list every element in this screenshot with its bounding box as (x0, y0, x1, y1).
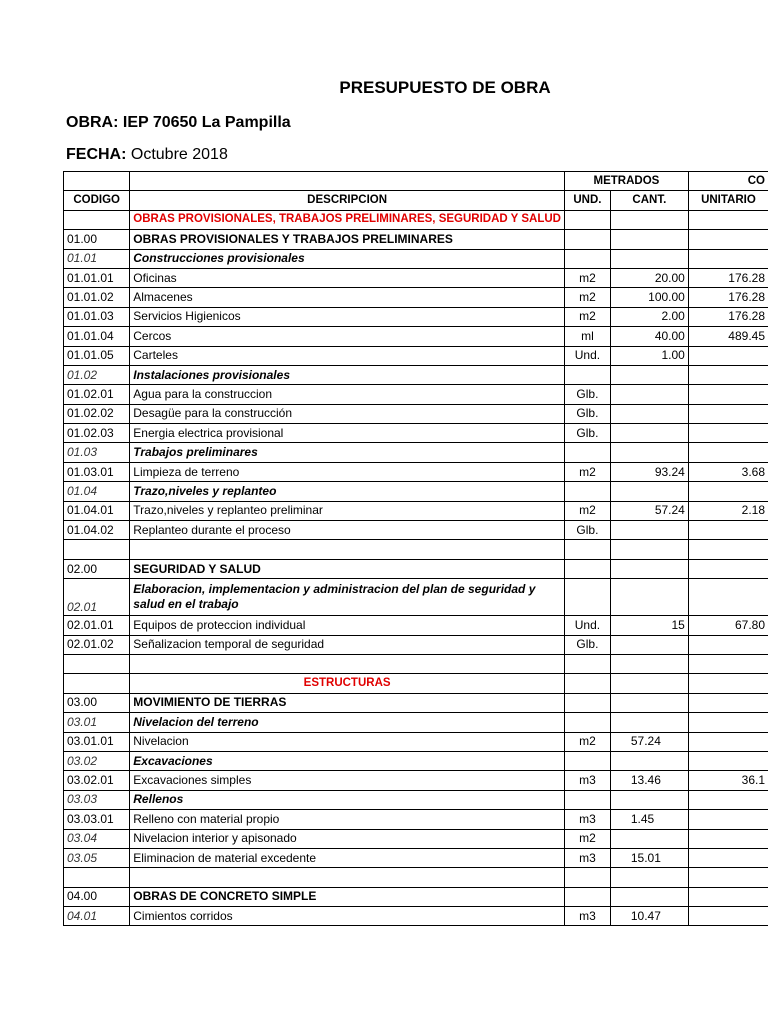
table-row (64, 848, 768, 867)
row-unit-price (688, 559, 768, 578)
row-description: Trazo,niveles y replanteo (130, 482, 565, 501)
row-unit (564, 559, 610, 578)
row-unit: m2 (564, 501, 610, 520)
row-quantity (610, 635, 688, 654)
table-row (64, 790, 768, 809)
header-costo: CO (688, 172, 768, 191)
row-quantity (610, 404, 688, 423)
row-unit-price (688, 810, 768, 829)
row-unit: ml (564, 327, 610, 346)
header-row-2 (64, 191, 768, 210)
row-unit-price (688, 365, 768, 384)
table-row (64, 307, 768, 326)
table-row (64, 268, 768, 287)
row-code: 04.01 (64, 907, 130, 926)
row-unit (564, 230, 610, 249)
row-description: Relleno con material propio (130, 810, 565, 829)
row-quantity (610, 713, 688, 732)
row-description: Cimientos corridos (130, 907, 565, 926)
row-unit-price (688, 693, 768, 712)
row-quantity (610, 210, 688, 229)
row-unit: m2 (564, 462, 610, 481)
row-unit-price: 67.80 (688, 616, 768, 635)
row-quantity: 1.00 (610, 346, 688, 365)
table-row (64, 907, 768, 926)
row-unit (564, 540, 610, 559)
row-description: MOVIMIENTO DE TIERRAS (130, 693, 565, 712)
header-descripcion: DESCRIPCION (130, 191, 565, 210)
row-unit (564, 693, 610, 712)
row-description: Almacenes (130, 288, 565, 307)
row-description (130, 654, 565, 673)
row-unit (564, 210, 610, 229)
row-unit-price (688, 887, 768, 906)
row-description: Servicios Higienicos (130, 307, 565, 326)
row-unit: m2 (564, 307, 610, 326)
row-description: SEGURIDAD Y SALUD (130, 559, 565, 578)
row-code: 03.05 (64, 848, 130, 867)
row-unit: m3 (564, 907, 610, 926)
row-unit (564, 887, 610, 906)
row-description: Eliminacion de material excedente (130, 848, 565, 867)
row-description: Energia electrica provisional (130, 424, 565, 443)
header-row-1 (64, 172, 768, 191)
row-description: Trazo,niveles y replanteo preliminar (130, 501, 565, 520)
page-title: PRESUPUESTO DE OBRA (339, 78, 551, 97)
row-unit-price: 2.18 (688, 501, 768, 520)
row-description: OBRAS PROVISIONALES, TRABAJOS PRELIMINARES, SEGURIDAD Y SALUD (130, 210, 565, 229)
row-quantity (610, 249, 688, 268)
table-row (64, 616, 768, 635)
table-row (64, 810, 768, 829)
row-description: Instalaciones provisionales (130, 365, 565, 384)
table-row (64, 501, 768, 520)
row-code: 03.00 (64, 693, 130, 712)
row-unit: m2 (564, 732, 610, 751)
spacer-row (64, 654, 768, 673)
row-quantity (610, 521, 688, 540)
row-quantity: 15 (610, 616, 688, 635)
row-quantity (610, 365, 688, 384)
table-row (64, 482, 768, 501)
row-quantity: 100.00 (610, 288, 688, 307)
row-code: 01.04 (64, 482, 130, 501)
table-row (64, 365, 768, 384)
spacer-row (64, 868, 768, 887)
row-unit: m3 (564, 771, 610, 790)
row-description: Señalizacion temporal de seguridad (130, 635, 565, 654)
row-unit-price (688, 404, 768, 423)
row-unit: m2 (564, 829, 610, 848)
table-row (64, 443, 768, 462)
row-code: 03.04 (64, 829, 130, 848)
row-description: Nivelacion del terreno (130, 713, 565, 732)
row-description: Construcciones provisionales (130, 249, 565, 268)
row-code: 01.01 (64, 249, 130, 268)
row-quantity: 15.01 (610, 848, 688, 867)
row-quantity: 93.24 (610, 462, 688, 481)
row-description (130, 540, 565, 559)
row-description: Elaboracion, implementacion y administracion del plan de seguridad y salud en el trabajo (130, 579, 565, 616)
row-unit (564, 579, 610, 616)
row-code: 01.01.05 (64, 346, 130, 365)
row-unit (564, 751, 610, 770)
row-code: 02.01.01 (64, 616, 130, 635)
row-code: 03.02 (64, 751, 130, 770)
row-code: 01.02.02 (64, 404, 130, 423)
row-unit: Glb. (564, 635, 610, 654)
row-description: Nivelacion (130, 732, 565, 751)
row-quantity (610, 230, 688, 249)
table-row (64, 579, 768, 616)
table-row (64, 732, 768, 751)
row-quantity: 40.00 (610, 327, 688, 346)
table-row (64, 887, 768, 906)
row-quantity (610, 559, 688, 578)
row-code: 01.01.04 (64, 327, 130, 346)
row-unit-price: 36.1 (688, 771, 768, 790)
row-unit (564, 249, 610, 268)
row-quantity (610, 829, 688, 848)
row-quantity (610, 654, 688, 673)
row-code: 04.00 (64, 887, 130, 906)
row-quantity: 57.24 (610, 501, 688, 520)
row-unit-price (688, 907, 768, 926)
row-description: Trabajos preliminares (130, 443, 565, 462)
row-unit-price (688, 346, 768, 365)
row-unit-price (688, 654, 768, 673)
row-code (64, 540, 130, 559)
row-description: Carteles (130, 346, 565, 365)
row-code: 02.01.02 (64, 635, 130, 654)
row-unit-price (688, 829, 768, 848)
row-unit (564, 654, 610, 673)
row-code: 01.04.01 (64, 501, 130, 520)
table-row (64, 521, 768, 540)
row-quantity (610, 424, 688, 443)
row-unit-price (688, 249, 768, 268)
row-quantity (610, 887, 688, 906)
table-row (64, 230, 768, 249)
header-unitario: UNITARIO (688, 191, 768, 210)
row-quantity: 2.00 (610, 307, 688, 326)
table-row (64, 385, 768, 404)
table-row (64, 635, 768, 654)
table-row (64, 713, 768, 732)
row-unit-price (688, 210, 768, 229)
row-quantity (610, 385, 688, 404)
row-unit-price (688, 230, 768, 249)
row-unit-price (688, 635, 768, 654)
row-description: Rellenos (130, 790, 565, 809)
row-unit-price (688, 579, 768, 616)
row-unit (564, 790, 610, 809)
row-code: 01.01.01 (64, 268, 130, 287)
row-code: 02.00 (64, 559, 130, 578)
row-code: 03.02.01 (64, 771, 130, 790)
row-quantity (610, 579, 688, 616)
row-unit: Und. (564, 346, 610, 365)
row-unit (564, 365, 610, 384)
table-row (64, 751, 768, 770)
row-description: Excavaciones (130, 751, 565, 770)
row-unit-price: 3.68 (688, 462, 768, 481)
row-unit-price: 176.28 (688, 288, 768, 307)
row-unit (564, 674, 610, 693)
row-code (64, 868, 130, 887)
row-unit: Und. (564, 616, 610, 635)
row-description: Equipos de proteccion individual (130, 616, 565, 635)
table-row (64, 210, 768, 229)
row-code: 03.01 (64, 713, 130, 732)
row-description (130, 868, 565, 887)
row-description: OBRAS PROVISIONALES Y TRABAJOS PRELIMINARES (130, 230, 565, 249)
row-description: ESTRUCTURAS (130, 674, 565, 693)
row-code: 01.04.02 (64, 521, 130, 540)
row-code: 01.01.02 (64, 288, 130, 307)
row-quantity: 1.45 (610, 810, 688, 829)
row-unit-price (688, 751, 768, 770)
row-code (64, 674, 130, 693)
row-quantity: 10.47 (610, 907, 688, 926)
table-row (64, 424, 768, 443)
row-unit (564, 482, 610, 501)
header-metrados: METRADOS (564, 172, 688, 191)
row-code: 03.03 (64, 790, 130, 809)
row-unit: m3 (564, 810, 610, 829)
table-row (64, 404, 768, 423)
row-unit-price (688, 482, 768, 501)
row-unit: m3 (564, 848, 610, 867)
obra-label: OBRA: IEP 70650 La Pampilla (66, 114, 291, 131)
row-unit: Glb. (564, 404, 610, 423)
fecha-label: FECHA: (66, 146, 127, 163)
table-row (64, 829, 768, 848)
row-unit-price (688, 713, 768, 732)
table-row (64, 462, 768, 481)
row-description: Replanteo durante el proceso (130, 521, 565, 540)
table-row (64, 674, 768, 693)
row-unit-price (688, 674, 768, 693)
budget-table (63, 171, 768, 926)
row-quantity (610, 674, 688, 693)
row-quantity (610, 868, 688, 887)
row-code (64, 210, 130, 229)
row-code: 01.02 (64, 365, 130, 384)
fecha-value: Octubre 2018 (126, 146, 228, 163)
row-unit-price (688, 868, 768, 887)
row-unit: m2 (564, 288, 610, 307)
row-unit-price (688, 521, 768, 540)
row-code: 01.02.01 (64, 385, 130, 404)
row-description: Oficinas (130, 268, 565, 287)
table-row (64, 288, 768, 307)
row-unit-price (688, 848, 768, 867)
spacer-row (64, 540, 768, 559)
row-quantity (610, 443, 688, 462)
row-code: 01.02.03 (64, 424, 130, 443)
row-code: 01.03 (64, 443, 130, 462)
row-unit-price (688, 424, 768, 443)
row-code: 01.03.01 (64, 462, 130, 481)
row-code: 03.01.01 (64, 732, 130, 751)
row-code: 03.03.01 (64, 810, 130, 829)
row-description: Desagüe para la construcción (130, 404, 565, 423)
row-quantity (610, 482, 688, 501)
row-code: 02.01 (64, 579, 130, 616)
row-unit (564, 443, 610, 462)
row-unit-price (688, 790, 768, 809)
row-unit-price: 489.45 (688, 327, 768, 346)
row-description: Nivelacion interior y apisonado (130, 829, 565, 848)
row-unit: Glb. (564, 385, 610, 404)
row-code (64, 654, 130, 673)
row-unit-price (688, 443, 768, 462)
table-row (64, 249, 768, 268)
row-quantity: 20.00 (610, 268, 688, 287)
row-unit-price (688, 540, 768, 559)
row-unit-price (688, 732, 768, 751)
row-unit-price: 176.28 (688, 307, 768, 326)
row-quantity (610, 540, 688, 559)
table-row (64, 771, 768, 790)
row-unit-price: 176.28 (688, 268, 768, 287)
row-quantity (610, 751, 688, 770)
row-code: 01.01.03 (64, 307, 130, 326)
row-description: Excavaciones simples (130, 771, 565, 790)
fecha-line (66, 146, 228, 164)
row-quantity (610, 790, 688, 809)
row-unit: m2 (564, 268, 610, 287)
row-description: Agua para la construccion (130, 385, 565, 404)
row-quantity: 13.46 (610, 771, 688, 790)
row-quantity (610, 693, 688, 712)
header-und: UND. (564, 191, 610, 210)
row-quantity: 57.24 (610, 732, 688, 751)
row-description: Limpieza de terreno (130, 462, 565, 481)
header-cant: CANT. (610, 191, 688, 210)
table-row (64, 693, 768, 712)
table-row (64, 327, 768, 346)
row-unit (564, 868, 610, 887)
table-row (64, 346, 768, 365)
row-unit: Glb. (564, 521, 610, 540)
row-unit: Glb. (564, 424, 610, 443)
row-code: 01.00 (64, 230, 130, 249)
row-description: Cercos (130, 327, 565, 346)
header-codigo: CODIGO (64, 191, 130, 210)
table-row (64, 559, 768, 578)
row-unit-price (688, 385, 768, 404)
row-unit (564, 713, 610, 732)
row-description: OBRAS DE CONCRETO SIMPLE (130, 887, 565, 906)
